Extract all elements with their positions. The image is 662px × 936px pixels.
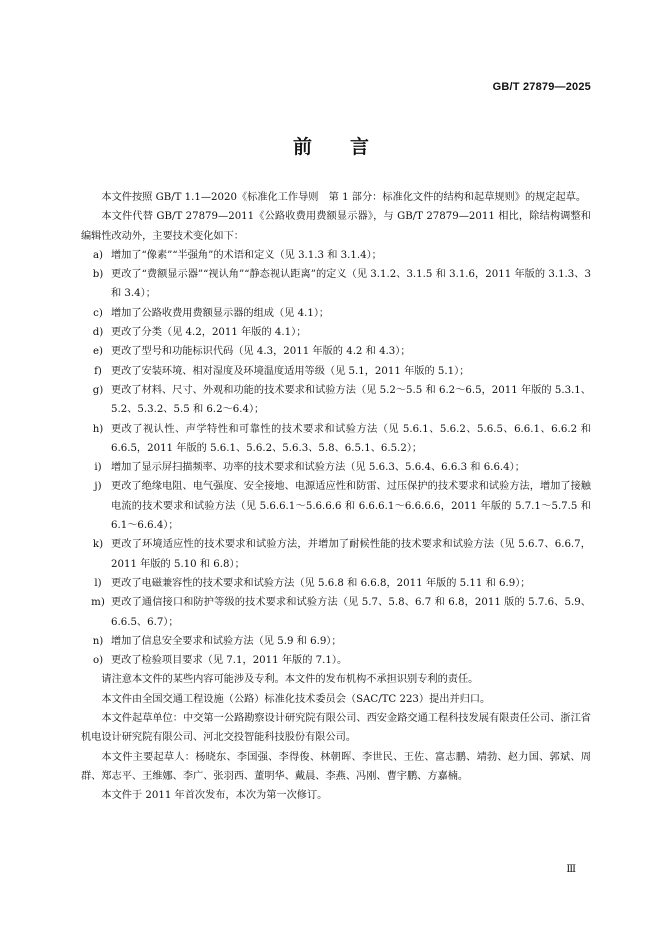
list-text: 更改了检验项目要求（见 7.1，2011 年版的 7.1）。 xyxy=(111,655,348,667)
title-char-1: 前 xyxy=(292,136,312,158)
list-item xyxy=(81,574,591,593)
list-marker: b) xyxy=(92,269,104,281)
list-marker: e) xyxy=(92,346,104,358)
list-item xyxy=(81,420,591,459)
paragraph-history: 本文件于 2011 年首次发布，本次为第一次修订。 xyxy=(101,790,328,802)
list-marker: c) xyxy=(93,307,103,319)
list-text: 增加了信息安全要求和试验方法（见 5.9 和 6.9）； xyxy=(111,635,342,647)
list-marker: l) xyxy=(94,577,102,589)
paragraph-drafters: 本文件主要起草人：杨晓东、李国强、李得俊、林朝晖、李世民、王佐、富志鹏、靖勃、赵力国、郭斌、周群、郑志平、王维娜、李广、张羽西、董明华、戴晨、李燕、冯刚、曹宇鹏、方嘉楠。 xyxy=(81,751,591,782)
paragraph-proposer: 本文件由全国交通工程设施（公路）标准化技术委员会（SAC/TC 223）提出并归口。 xyxy=(101,693,491,705)
list-item xyxy=(81,265,591,304)
list-text: 增加了“像素”“半强角”的术语和定义（见 3.1.3 和 3.1.4）； xyxy=(111,249,382,261)
list-marker: h) xyxy=(92,423,104,435)
list-text: 更改了视认性、声学特性和可靠性的技术要求和试验方法（见 5.6.1、5.6.2、5.6.5、6.6.1、6.6.2 和 6.6.5，2011 年版的 5.6.1、5.6.2、5.6.3、5.8、6.5.1、6.5.2）； xyxy=(111,423,591,454)
list-item xyxy=(81,458,591,477)
standard-code: GB/T 27879—2025 xyxy=(492,81,591,93)
list-marker: m) xyxy=(91,597,105,609)
list-text: 更改了通信接口和防护等级的技术要求和试验方法（见 5.7、5.8、6.7 和 6.8，2011 版的 5.7.6、5.9、6.6.5、6.7）； xyxy=(111,597,591,628)
list-item xyxy=(81,593,591,632)
list-text: 更改了材料、尺寸、外观和功能的技术要求和试验方法（见 5.2～5.5 和 6.2～6.5，2011 年版的 5.3.1、5.2、5.3.2、5.5 和 6.2～6.4）； xyxy=(111,384,591,416)
list-item xyxy=(81,362,591,381)
list-marker: i) xyxy=(94,462,102,474)
title-char-2: 言 xyxy=(350,136,370,158)
page-number: Ⅲ xyxy=(566,864,576,875)
list-marker: a) xyxy=(92,249,104,261)
list-item xyxy=(81,381,591,420)
list-item xyxy=(81,477,591,535)
list-item xyxy=(81,632,591,651)
paragraph-patent-notice: 请注意本文件的某些内容可能涉及专利。本文件的发布机构不承担识别专利的责任。 xyxy=(101,674,479,686)
list-text: 增加了显示屏扫描频率、功率的技术要求和试验方法（见 5.6.3、5.6.4、6.6.3 和 6.6.4）； xyxy=(111,462,525,474)
list-item xyxy=(81,246,591,265)
list-marker: f) xyxy=(94,365,102,377)
list-text: 更改了安装环境、相对湿度及环境温度适用等级（见 5.1，2011 年版的 5.1）； xyxy=(111,365,470,377)
foreword-body xyxy=(81,188,591,806)
list-text: 增加了公路收费用费额显示器的组成（见 4.1）； xyxy=(111,307,330,319)
list-marker: g) xyxy=(92,384,104,396)
list-marker: o) xyxy=(92,655,104,667)
changes-list xyxy=(81,246,591,671)
list-marker: j) xyxy=(94,481,102,493)
paragraph-drafting-rules: 本文件按照 GB/T 1.1—2020《标准化工作导则 第 1 部分：标准化文件的结构和起草规则》的规定起草。 xyxy=(101,192,587,203)
list-text: 更改了分类（见 4.2，2011 年版的 4.1）； xyxy=(111,327,307,339)
list-item xyxy=(81,304,591,323)
list-marker: n) xyxy=(92,635,104,647)
list-marker: d) xyxy=(92,327,104,339)
list-text: 更改了电磁兼容性的技术要求和试验方法（见 5.6.8 和 6.6.8，2011 年版的 5.11 和 6.9）； xyxy=(111,577,531,589)
list-item xyxy=(81,535,591,574)
list-text: 更改了环境适应性的技术要求和试验方法，并增加了耐候性能的技术要求和试验方法（见 5.6.7、6.6.7，2011 年版的 5.10 和 6.8）； xyxy=(111,539,591,570)
list-item xyxy=(81,323,591,342)
list-item xyxy=(81,342,591,361)
list-text: 更改了“费额显示器”“视认角”“静态视认距离”的定义（见 3.1.2、3.1.5 和 3.1.6，2011 年版的 3.1.3、3 和 3.4）； xyxy=(111,269,591,300)
list-text: 更改了型号和功能标识代码（见 4.3，2011 年版的 4.2 和 4.3）； xyxy=(111,346,411,358)
list-marker: k) xyxy=(92,539,104,551)
list-item xyxy=(81,651,591,670)
paragraph-replacement: 本文件代替 GB/T 27879—2011《公路收费用费额显示器》，与 GB/T 27879—2011 相比，除结构调整和编辑性改动外，主要技术变化如下： xyxy=(81,211,591,242)
paragraph-drafting-units: 本文件起草单位：中交第一公路勘察设计研究院有限公司、西安金路交通工程科技发展有限责任公司、浙江省机电设计研究院有限公司、河北交投智能科技股份有限公司。 xyxy=(81,713,591,744)
list-text: 更改了绝缘电阻、电气强度、安全接地、电源适应性和防雷、过压保护的技术要求和试验方法，增加了接触电流的技术要求和试验方法（见 5.6.6.1～5.6.6.6 和 6.6.6.1～6.6.6.6，2011 年版的 5.7.1～5.7.5 和 6.1～6.6.4）； xyxy=(111,481,591,532)
page-title xyxy=(0,132,662,159)
